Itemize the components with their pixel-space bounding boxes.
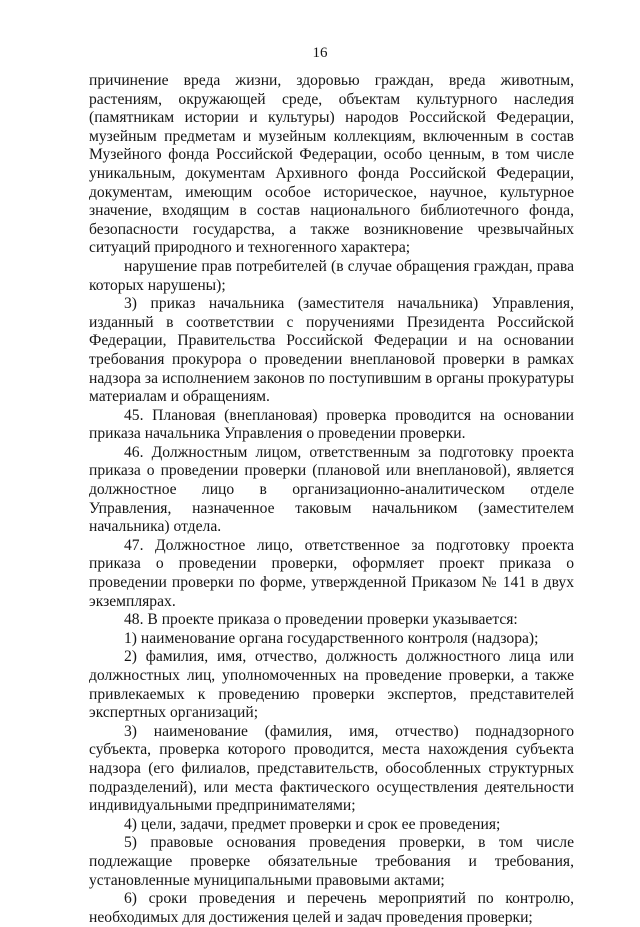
paragraph-clause-48-item-2: 2) фамилия, имя, отчество, должность должностного лица или должностных лиц, уполномоченных на проведение проверки, а также привлекаемых к проведению проверки экспертов, представителей экспертных организаций; [89, 648, 574, 722]
paragraph-clause-48-item-3: 3) наименование (фамилия, имя, отчество) поднадзорного субъекта, проверка которого проводится, места нахождения субъекта надзора (его филиалов, представительств, обособленных структурных подразделений), или места фактического осуществления деятельности индивидуальными предпринимателями; [89, 722, 574, 815]
paragraph-clause-48-item-6: 6) сроки проведения и перечень мероприятий по контролю, необходимых для достижения целей и задач проведения проверки; [89, 890, 574, 926]
paragraph-consumer-rights: нарушение прав потребителей (в случае обращения граждан, права которых нарушены); [89, 257, 574, 294]
paragraph-clause-48-item-5: 5) правовые основания проведения проверки, в том числе подлежащие проверке обязательные требования и требования, установленные муниципальными правовыми актами; [89, 834, 574, 889]
paragraph-harm-list: причинение вреда жизни, здоровью граждан, вреда животным, растениям, окружающей среде, объектам культурного наследия (памятникам истории и культуры) народов Российской Федерации, музейным предметам и музейным коллекциям, включенным в состав Музейного фонда Российской Федерации, особо ценным, в том числе уникальным, документам Архивного фонда Российской Федерации, документам, имеющим особое историческое, научное, культурное значение, входящим в состав национального библиотечного фонда, безопасности государства, а также возникновение чрезвычайных ситуаций природного и техногенного характера; [89, 72, 574, 257]
paragraph-clause-45: 45. Плановая (внеплановая) проверка проводится на основании приказа начальника Управления о проведении проверки. [89, 406, 574, 443]
page-number: 16 [312, 45, 328, 61]
document-body [89, 72, 574, 927]
paragraph-clause-48-item-1: 1) наименование органа государственного контроля (надзора); [124, 629, 539, 647]
paragraph-clause-47: 47. Должностное лицо, ответственное за подготовку проекта приказа о проведении проверки, оформляет проект приказа о проведении проверки по форме, утвержденной Приказом № 141 в двух экземплярах. [89, 536, 574, 610]
paragraph-clause-48: 48. В проекте приказа о проведении проверки указывается: [124, 611, 518, 629]
paragraph-clause-46: 46. Должностным лицом, ответственным за подготовку проекта приказа о проведении проверки (плановой или внеплановой), является должностное лицо в организационно-аналитическом отделе Управления, назначенное таковым начальником (заместителем начальника) отдела. [89, 443, 574, 536]
paragraph-item-3-order: 3) приказ начальника (заместителя начальника) Управления, изданный в соответствии с поручениями Президента Российской Федерации, Правительства Российской Федерации и на основании требования прокурора о проведении внеплановой проверки в рамках надзора за исполнением законов по поступившим в органы прокуратуры материалам и обращениям. [89, 295, 574, 406]
paragraph-clause-48-item-4: 4) цели, задачи, предмет проверки и срок ее проведения; [124, 815, 501, 833]
